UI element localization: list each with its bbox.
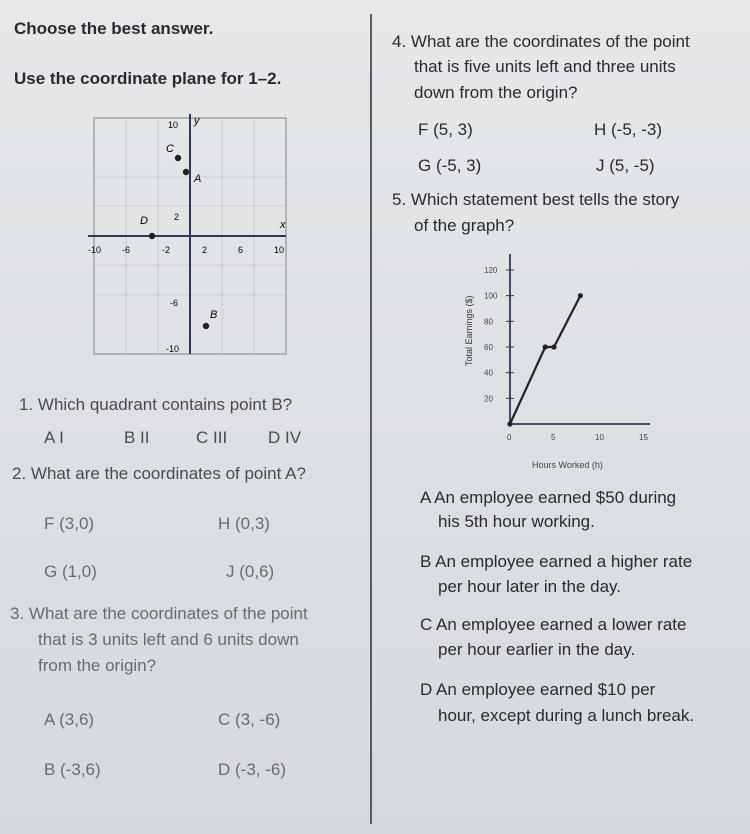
graph-x-label: Hours Worked (h) xyxy=(532,460,603,470)
y-tick-label: 80 xyxy=(484,317,493,327)
q5-choice-b-line-2: per hour later in the day. xyxy=(438,577,622,596)
question-4-line-2: that is five units left and three units xyxy=(414,57,676,76)
data-point xyxy=(551,344,556,349)
point-d xyxy=(149,233,155,239)
y-tick-label: 60 xyxy=(484,343,493,352)
earnings-line xyxy=(510,296,580,424)
q1-choice-d[interactable]: D IV xyxy=(268,428,302,447)
y-tick-mid-neg: -6 xyxy=(170,298,179,308)
column-divider xyxy=(370,14,372,824)
data-point xyxy=(543,344,548,349)
q5-choice-d-line-1[interactable]: D An employee earned $10 per xyxy=(420,680,656,699)
q3-choice-d[interactable]: D (-3, -6) xyxy=(218,760,286,779)
y-tick-top: 10 xyxy=(168,120,179,130)
y-tick-bottom: -10 xyxy=(166,344,180,354)
point-c-label: C xyxy=(166,143,174,155)
data-point xyxy=(507,421,512,426)
q5-choice-a-line-1[interactable]: A An employee earned $50 during xyxy=(420,488,677,507)
x-tick-1: -10 xyxy=(88,245,102,255)
earnings-graph xyxy=(452,248,662,476)
q5-choice-c-line-2: per hour earlier in the day. xyxy=(438,640,636,659)
x-tick-5: 6 xyxy=(238,245,244,255)
x-tick-label: 5 xyxy=(551,433,556,442)
x-tick-2: -6 xyxy=(122,245,131,255)
question-1: 1. Which quadrant contains point B? xyxy=(19,395,293,414)
q5-choice-b-line-1[interactable]: B An employee earned a higher rate xyxy=(420,552,693,571)
plane-note: Use the coordinate plane for 1–2. xyxy=(14,69,282,88)
graph-y-label: Total Earnings ($) xyxy=(464,295,474,366)
y-axis-label: y xyxy=(194,115,200,127)
question-2: 2. What are the coordinates of point A? xyxy=(12,464,306,483)
q1-choice-b[interactable]: B II xyxy=(124,428,150,447)
x-tick-label: 15 xyxy=(639,433,648,442)
instructions: Choose the best answer. xyxy=(14,19,214,38)
q1-choice-a[interactable]: A I xyxy=(44,428,64,447)
q2-choice-j[interactable]: J (0,6) xyxy=(226,562,275,581)
point-a xyxy=(183,169,189,175)
q5-choice-d-line-2: hour, except during a lunch break. xyxy=(438,706,695,725)
x-tick-6: 10 xyxy=(274,245,285,255)
q4-choice-g[interactable]: G (-5, 3) xyxy=(418,156,482,175)
y-tick-mid-pos: 2 xyxy=(174,212,180,222)
q4-choice-f[interactable]: F (5, 3) xyxy=(418,120,473,139)
q2-choice-g[interactable]: G (1,0) xyxy=(44,562,97,581)
question-3-line-3: from the origin? xyxy=(38,656,157,675)
q5-choice-c-line-1[interactable]: C An employee earned a lower rate xyxy=(420,615,687,634)
point-b-label: B xyxy=(210,309,218,321)
y-tick-label: 20 xyxy=(484,394,493,404)
point-a-label: A xyxy=(194,173,202,185)
q4-choice-j[interactable]: J (5, -5) xyxy=(596,156,655,175)
y-tick-label: 40 xyxy=(484,368,493,378)
x-tick-label: 10 xyxy=(595,433,604,442)
q5-choice-a-line-2: his 5th hour working. xyxy=(438,512,595,531)
question-5-line-2: of the graph? xyxy=(414,216,515,235)
point-b xyxy=(203,323,209,329)
q3-choice-c[interactable]: C (3, -6) xyxy=(218,710,281,729)
y-tick-label: 120 xyxy=(484,266,498,275)
coordinate-plane xyxy=(82,112,294,362)
point-c xyxy=(175,155,181,161)
data-point xyxy=(578,293,583,298)
x-tick-4: 2 xyxy=(202,245,208,255)
q4-choice-h[interactable]: H (-5, -3) xyxy=(594,120,662,139)
q3-choice-b[interactable]: B (-3,6) xyxy=(44,760,101,779)
x-tick-label: 0 xyxy=(507,433,512,442)
q2-choice-f[interactable]: F (3,0) xyxy=(44,514,95,533)
question-4-line-3: down from the origin? xyxy=(414,83,578,102)
x-axis-label: x xyxy=(280,219,286,231)
question-4-line-1: 4. What are the coordinates of the point xyxy=(392,32,690,51)
x-tick-3: -2 xyxy=(162,245,171,255)
question-3-line-1: 3. What are the coordinates of the point xyxy=(10,604,308,623)
question-5-line-1: 5. Which statement best tells the story xyxy=(392,190,680,209)
q3-choice-a[interactable]: A (3,6) xyxy=(44,710,95,729)
y-tick-label: 100 xyxy=(484,291,498,301)
question-3-line-2: that is 3 units left and 6 units down xyxy=(38,630,299,649)
point-d-label: D xyxy=(140,215,148,227)
q2-choice-h[interactable]: H (0,3) xyxy=(218,514,270,533)
q1-choice-c[interactable]: C III xyxy=(196,428,228,447)
